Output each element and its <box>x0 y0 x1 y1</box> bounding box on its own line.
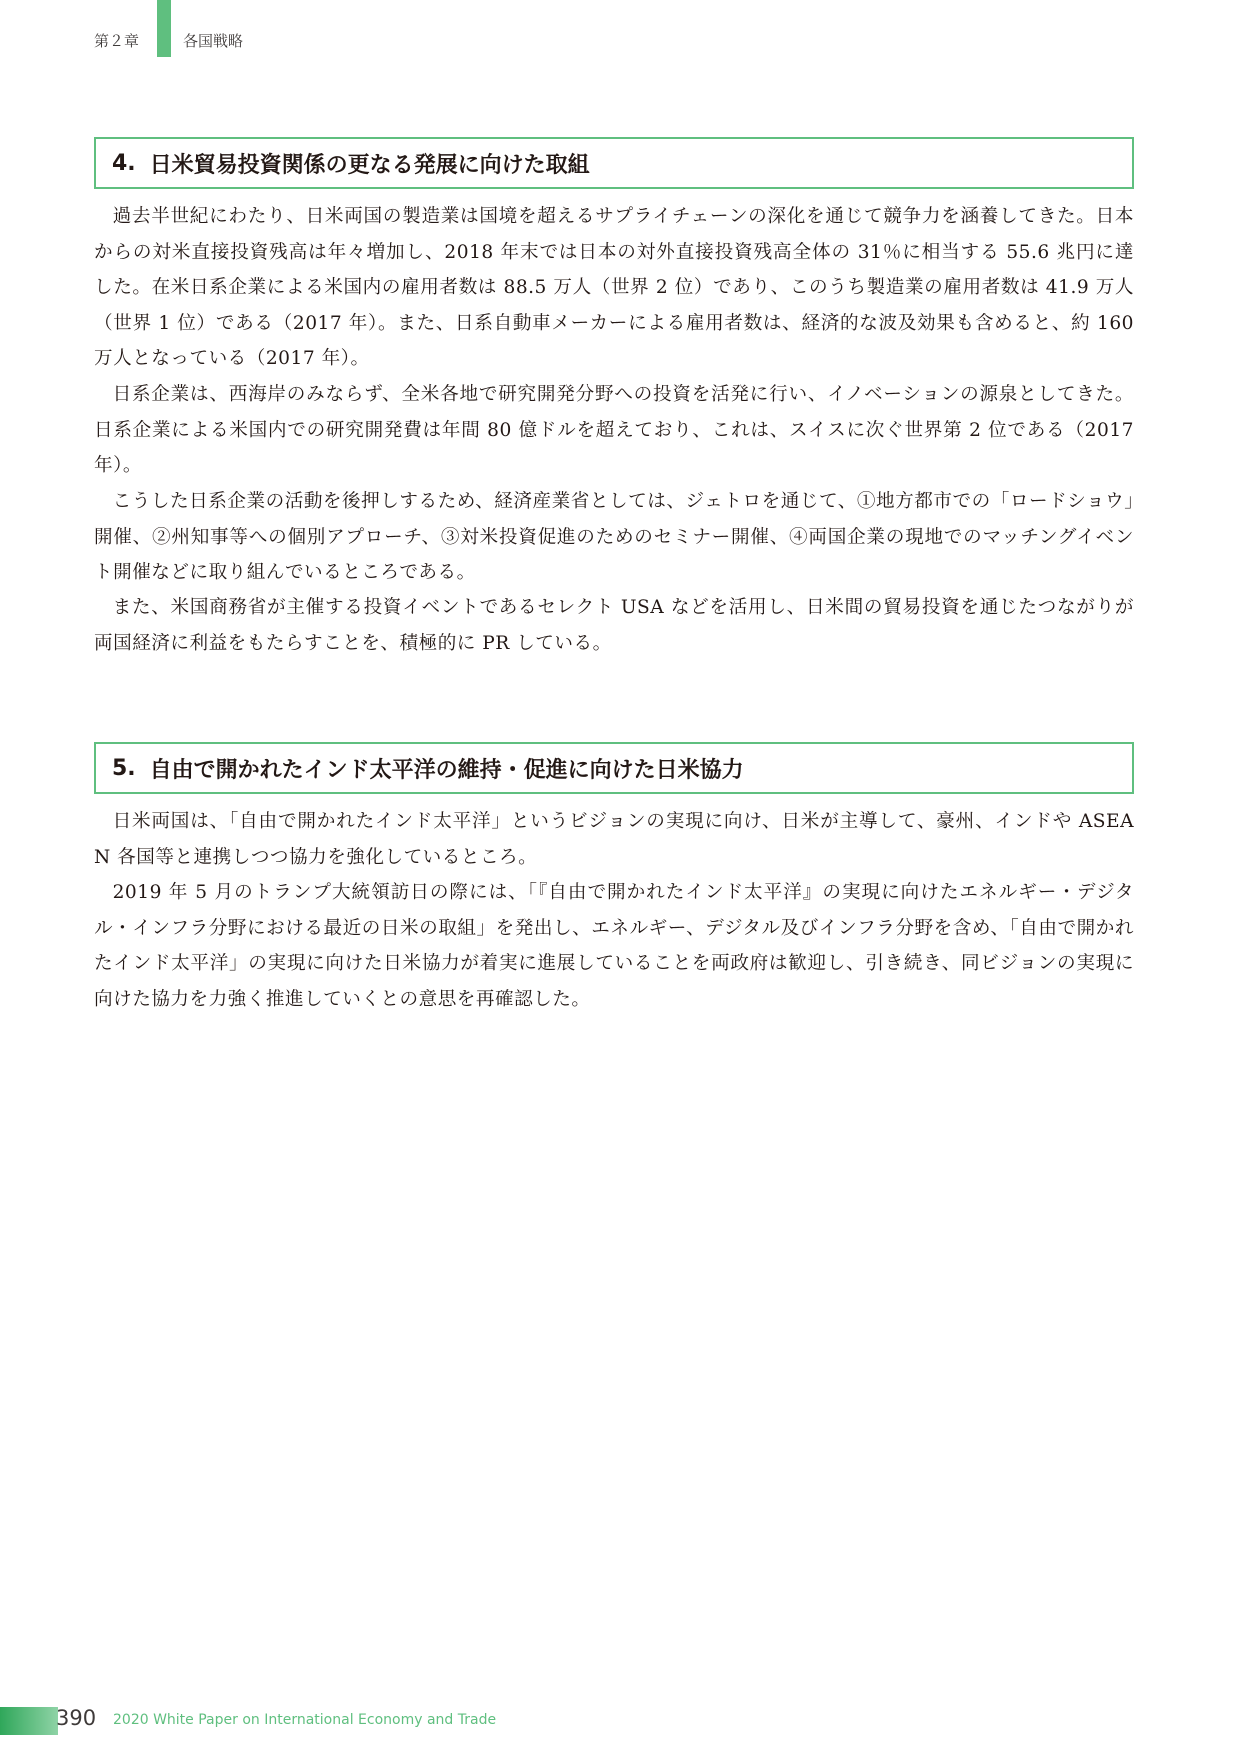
section-4-title: 日米貿易投資関係の更なる発展に向けた取組 <box>149 152 590 178</box>
section-5-title: 自由で開かれたインド太平洋の維持・促進に向けた日米協力 <box>149 757 744 783</box>
page-number: 390 <box>56 1706 97 1730</box>
section-4-paragraph-3: こうした日系企業の活動を後押しするため、経済産業省としては、ジェトロを通じて、①地方都市での「ロードショウ」開催、②州知事等への個別アプローチ、③対米投資促進のためのセミナー開催、④両国企業の現地でのマッチングイベント開催などに取り組んでいるところである。 <box>94 491 1134 583</box>
footer-accent-bar <box>0 1707 58 1735</box>
section-4-paragraph-1: 過去半世紀にわたり、日米両国の製造業は国境を超えるサプライチェーンの深化を通じて競争力を涵養してきた。日本からの対米直接投資残高は年々増加し、2018 年末では日本の対外直接投資残高全体の 31％に相当する 55.6 兆円に達した。在米日系企業による米国内の雇用者数は 88.5 万人（世界 2 位）であり、このうち製造業の雇用者数は 41.9 万人（世界 1 位）である（2017 年）。また、日系自動車メーカーによる雇用者数は、経済的な波及効果も含めると、約 160 万人となっている（2017 年）。 <box>94 206 1134 369</box>
section-5-paragraph-2: 2019 年 5 月のトランプ大統領訪日の際には、「『自由で開かれたインド太平洋』の実現に向けたエネルギー・デジタル・インフラ分野における最近の日米の取組」を発出し、エネルギー、デジタル及びインフラ分野を含め、「自由で開かれたインド太平洋」の実現に向けた日米協力が着実に進展していることを両政府は歓迎し、引き続き、同ビジョンの実現に向けた協力を力強く推進していくとの意思を再確認した。 <box>94 882 1134 1010</box>
section-4-number: 4. <box>112 150 136 176</box>
chapter-title: 各国戦略 <box>183 32 244 50</box>
section-5-number: 5. <box>112 755 136 781</box>
section-4-paragraph-2: 日系企業は、西海岸のみならず、全米各地で研究開発分野への投資を活発に行い、イノベーションの源泉としてきた。日系企業による米国内での研究開発費は年間 80 億ドルを超えており、これは、スイスに次ぐ世界第 2 位である（2017 年）。 <box>94 384 1134 476</box>
section-4-heading <box>94 137 1134 189</box>
section-5-paragraph-1: 日米両国は、「自由で開かれたインド太平洋」というビジョンの実現に向け、日米が主導して、豪州、インドや ASEAN 各国等と連携しつつ協力を強化しているところ。 <box>94 811 1134 868</box>
publication-title: 2020 White Paper on International Economy and Trade <box>113 1712 497 1728</box>
section-4-paragraph-4: また、米国商務省が主催する投資イベントであるセレクト USA などを活用し、日米間の貿易投資を通じたつながりが両国経済に利益をもたらすことを、積極的に PR している。 <box>94 597 1134 654</box>
chapter-label: 第２章 <box>94 32 140 50</box>
section-5-heading <box>94 742 1134 794</box>
header-accent-bar <box>157 0 171 57</box>
